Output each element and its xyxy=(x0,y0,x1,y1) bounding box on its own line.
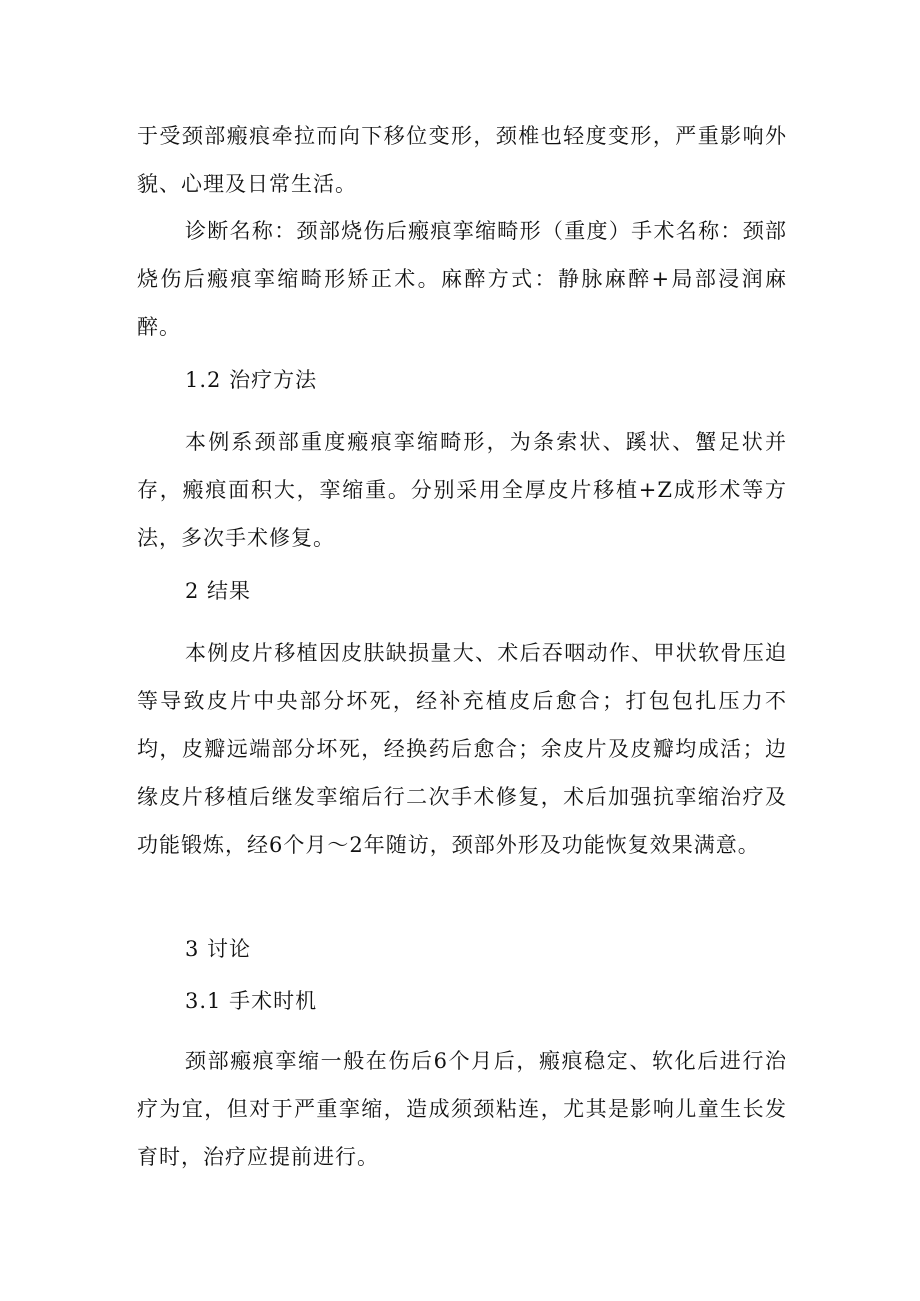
paragraph-diagnosis: 诊断名称：颈部烧伤后瘢痕挛缩畸形（重度）手术名称：颈部烧伤后瘢痕挛缩畸形矫正术。麻醉方式：静脉麻醉+局部浸润麻醉。 xyxy=(137,219,787,339)
paragraph-results: 本例皮片移植因皮肤缺损量大、术后吞咽动作、甲状软骨压迫等导致皮片中央部分坏死，经补充植皮后愈合；打包包扎压力不均，皮瓣远端部分坏死，经换药后愈合；余皮片及皮瓣均成活；边缘皮片移植后继发挛缩后行二次手术修复，术后加强抗挛缩治疗及功能锻炼，经6个月～2年随访，颈部外形及功能恢复效果满意。 xyxy=(137,641,787,857)
paragraph-surgery-timing: 颈部瘢痕挛缩一般在伤后6个月后，瘢痕稳定、软化后进行治疗为宜，但对于严重挛缩，造成须颈粘连，尤其是影响儿童生长发育时，治疗应提前进行。 xyxy=(137,1049,787,1169)
heading-surgery-timing: 3.1 手术时机 xyxy=(185,989,318,1013)
paragraph-treatment-method: 本例系颈部重度瘢痕挛缩畸形，为条索状、蹊状、蟹足状并存，瘢痕面积大，挛缩重。分别采用全厚皮片移植+Z成形术等方法，多次手术修复。 xyxy=(137,430,787,550)
heading-treatment-method: 1.2 治疗方法 xyxy=(185,368,318,392)
paragraph-continuation: 于受颈部瘢痕牵拉而向下移位变形，颈椎也轻度变形，严重影响外貌、心理及日常生活。 xyxy=(137,124,787,196)
heading-results: 2 结果 xyxy=(185,579,252,603)
heading-discussion: 3 讨论 xyxy=(185,937,252,961)
